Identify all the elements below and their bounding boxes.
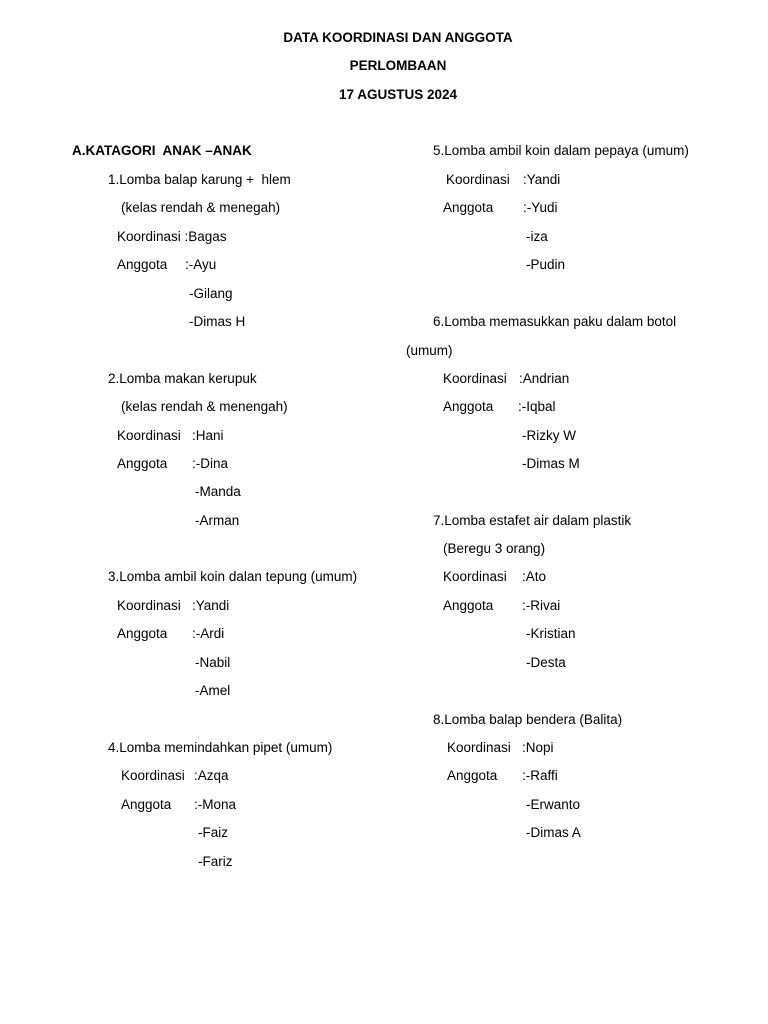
coordinator: :Ato [522,569,547,584]
competition-title: 4.Lomba memindahkan pipet (umum) [108,740,333,755]
competition-title: 3.Lomba ambil koin dalan tepung (umum) [108,569,358,584]
members-label: Anggota [117,626,168,641]
coordinator-label: Koordinasi [443,371,507,386]
member: -Arman [195,513,240,528]
competition-title: 6.Lomba memasukkan paku dalam botol [433,314,677,329]
member: :-Yudi [523,200,558,215]
member: -Faiz [198,825,228,840]
member: -Dimas M [522,456,580,471]
coordinator-label: Koordinasi [117,428,181,443]
member: -Nabil [195,655,231,670]
members-label: Anggota [443,399,494,414]
member: :-Mona [194,797,237,812]
coordinator: :Yandi [192,598,230,613]
coordinator: :Nopi [522,740,554,755]
member: -Gilang [189,286,233,301]
member: :-Ardi [192,626,225,641]
competition-title: 2.Lomba makan kerupuk [108,371,257,386]
member: -iza [526,229,548,244]
competition-subtitle: (Beregu 3 orang) [443,541,546,556]
member: :-Raffi [522,768,558,783]
coordinator-label: Koordinasi [443,569,507,584]
member: :-Rivai [522,598,561,613]
member: -Desta [526,655,566,670]
competition-title: 8.Lomba balap bendera (Balita) [433,712,623,727]
coordinator-label: Koordinasi [121,768,185,783]
member: -Dimas H [189,314,246,329]
member: -Pudin [526,257,566,272]
members-label: Anggota [443,200,494,215]
coordinator-label: Koordinasi [447,740,511,755]
coordinator-label: Koordinasi [117,598,181,613]
members-label: Anggota [443,598,494,613]
member: :-Dina [192,456,229,471]
members-label: Anggota [447,768,498,783]
member: -Amel [195,683,231,698]
competition-title: 7.Lomba estafet air dalam plastik [433,513,632,528]
coordinator: :Andrian [519,371,570,386]
member: -Kristian [526,626,576,641]
coordinator: :Azqa [194,768,229,783]
coordinator: :Hani [192,428,224,443]
member: -Erwanto [526,797,581,812]
coordinator-label: Koordinasi [446,172,510,187]
member: -Dimas A [526,825,581,840]
member: -Manda [195,484,241,499]
document-title: DATA KOORDINASI DAN ANGGOTA [283,30,513,45]
members-label: Anggota [121,797,172,812]
member: :-Iqbal [518,399,556,414]
document-subtitle: PERLOMBAAN [349,58,447,73]
member: -Fariz [198,854,233,869]
section-title: A.KATAGORI ANAK –ANAK [72,143,252,158]
competition-title-continued: (umum) [406,343,453,358]
member: :-Ayu [185,257,217,272]
members-label: Anggota [117,456,168,471]
competition-subtitle: (kelas rendah & menengah) [121,399,288,414]
member: -Rizky W [522,428,576,443]
document-date: 17 AGUSTUS 2024 [338,87,458,102]
competition-title: 1.Lomba balap karung + hlem [108,172,291,187]
competition-subtitle: (kelas rendah & menegah) [121,200,281,215]
coordinator: Koordinasi :Bagas [117,229,227,244]
members-label: Anggota [117,257,168,272]
competition-title: 5.Lomba ambil koin dalam pepaya (umum) [433,143,689,158]
coordinator: :Yandi [523,172,561,187]
